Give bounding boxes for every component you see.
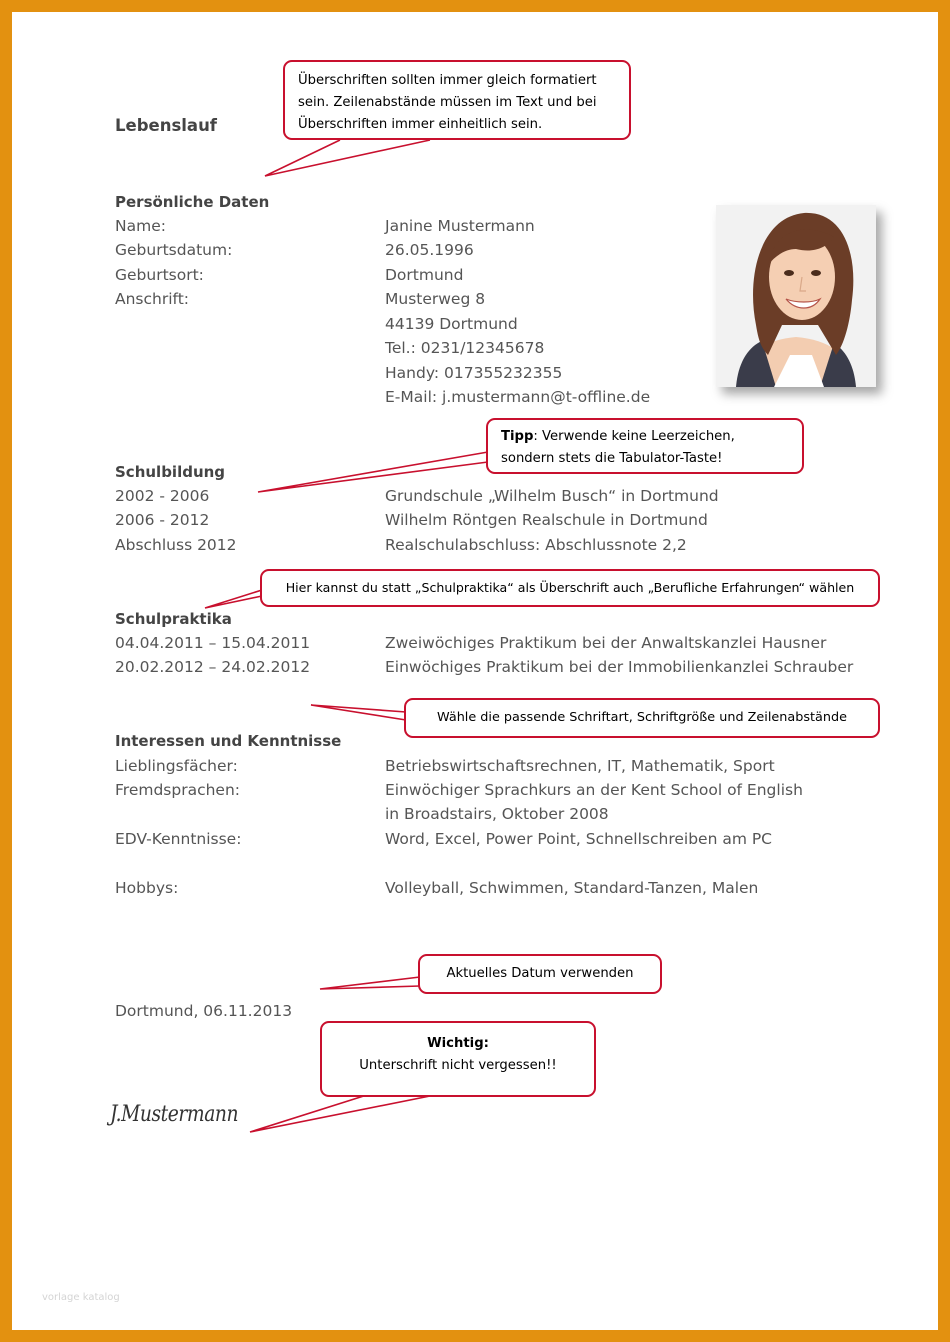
value-phone: Tel.: 0231/12345678 (385, 339, 545, 357)
value-languages-2: in Broadstairs, Oktober 2008 (385, 805, 609, 823)
callout-tip (486, 418, 804, 474)
callout-tip-text: : Verwende keine Leerzeichen, sondern stets die Tabulator-Taste! (501, 429, 735, 466)
label-birthplace: Geburtsort: (115, 266, 204, 284)
value-mobile: Handy: 017355232355 (385, 364, 563, 382)
callout-date (418, 954, 662, 994)
leader-date (320, 977, 420, 989)
label-it-skills: EDV-Kenntnisse: (115, 830, 242, 848)
school-name-2: Wilhelm Röntgen Realschule in Dortmund (385, 511, 708, 529)
place-date: Dortmund, 06.11.2013 (115, 1002, 293, 1020)
school-name-1: Grundschule „Wilhelm Busch“ in Dortmund (385, 487, 719, 505)
label-favorite-subjects: Lieblingsfächer: (115, 757, 238, 775)
callout-tip-bold: Tipp (501, 429, 534, 444)
school-period-2: 2006 - 2012 (115, 511, 210, 529)
signature: J.Mustermann (110, 1102, 239, 1127)
value-email: E-Mail: j.mustermann@t-offline.de (385, 388, 651, 406)
label-languages: Fremdsprachen: (115, 781, 241, 799)
section-heading-school: Schulbildung (115, 463, 226, 481)
school-period-3: Abschluss 2012 (115, 536, 237, 554)
label-name: Name: (115, 217, 166, 235)
value-birthdate: 26.05.1996 (385, 241, 474, 259)
portrait-illustration (716, 205, 876, 387)
profile-photo (716, 205, 876, 387)
value-city: 44139 Dortmund (385, 315, 518, 333)
callout-internships (260, 569, 880, 607)
internship-period-2: 20.02.2012 – 24.02.2012 (115, 658, 311, 676)
label-birthdate: Geburtsdatum: (115, 241, 233, 259)
value-languages-1: Einwöchiger Sprachkurs an der Kent School of English (385, 781, 803, 799)
value-name: Janine Mustermann (385, 217, 535, 235)
leader-important (250, 1094, 440, 1132)
watermark: vorlage katalog (42, 1292, 120, 1303)
value-favorite-subjects: Betriebswirtschaftsrechnen, IT, Mathematik, Sport (385, 757, 775, 775)
callout-date-text: Aktuelles Datum verwenden (446, 966, 634, 981)
value-it-skills: Word, Excel, Power Point, Schnellschreiben am PC (385, 830, 773, 848)
leader-headings (265, 140, 430, 176)
callout-internships-text: Hier kannst du statt „Schulpraktika“ als Überschrift auch „Berufliche Erfahrungen“ wählen (285, 580, 855, 595)
school-period-1: 2002 - 2006 (115, 487, 210, 505)
label-hobbies: Hobbys: (115, 879, 179, 897)
callout-font-text: Wähle die passende Schriftart, Schriftgröße und Zeilenabstände (437, 710, 847, 725)
leader-internships (205, 590, 262, 608)
leader-font (311, 705, 406, 720)
internship-desc-2: Einwöchiges Praktikum bei der Immobilienkanzlei Schrauber (385, 658, 854, 676)
section-heading-internships: Schulpraktika (115, 610, 232, 628)
callout-font (404, 698, 880, 738)
callout-headings (283, 60, 631, 140)
internship-period-1: 04.04.2011 – 15.04.2011 (115, 634, 311, 652)
internship-desc-1: Zweiwöchiges Praktikum bei der Anwaltskanzlei Hausner (385, 634, 827, 652)
page-title: Lebenslauf (115, 116, 217, 135)
value-birthplace: Dortmund (385, 266, 464, 284)
value-hobbies: Volleyball, Schwimmen, Standard-Tanzen, Malen (385, 879, 759, 897)
value-street: Musterweg 8 (385, 290, 486, 308)
callout-important-text: Unterschrift nicht vergessen!! (359, 1058, 557, 1073)
callout-important (320, 1021, 596, 1097)
callout-headings-text: Überschriften sollten immer gleich formatiert sein. Zeilenabstände müssen im Text und bei Überschriften immer einheitlich sein. (298, 73, 597, 132)
section-heading-interests: Interessen und Kenntnisse (115, 732, 342, 750)
section-heading-personal: Persönliche Daten (115, 193, 270, 211)
callout-important-bold: Wichtig: (427, 1036, 489, 1051)
school-name-3: Realschulabschluss: Abschlussnote 2,2 (385, 536, 687, 554)
label-address: Anschrift: (115, 290, 190, 308)
